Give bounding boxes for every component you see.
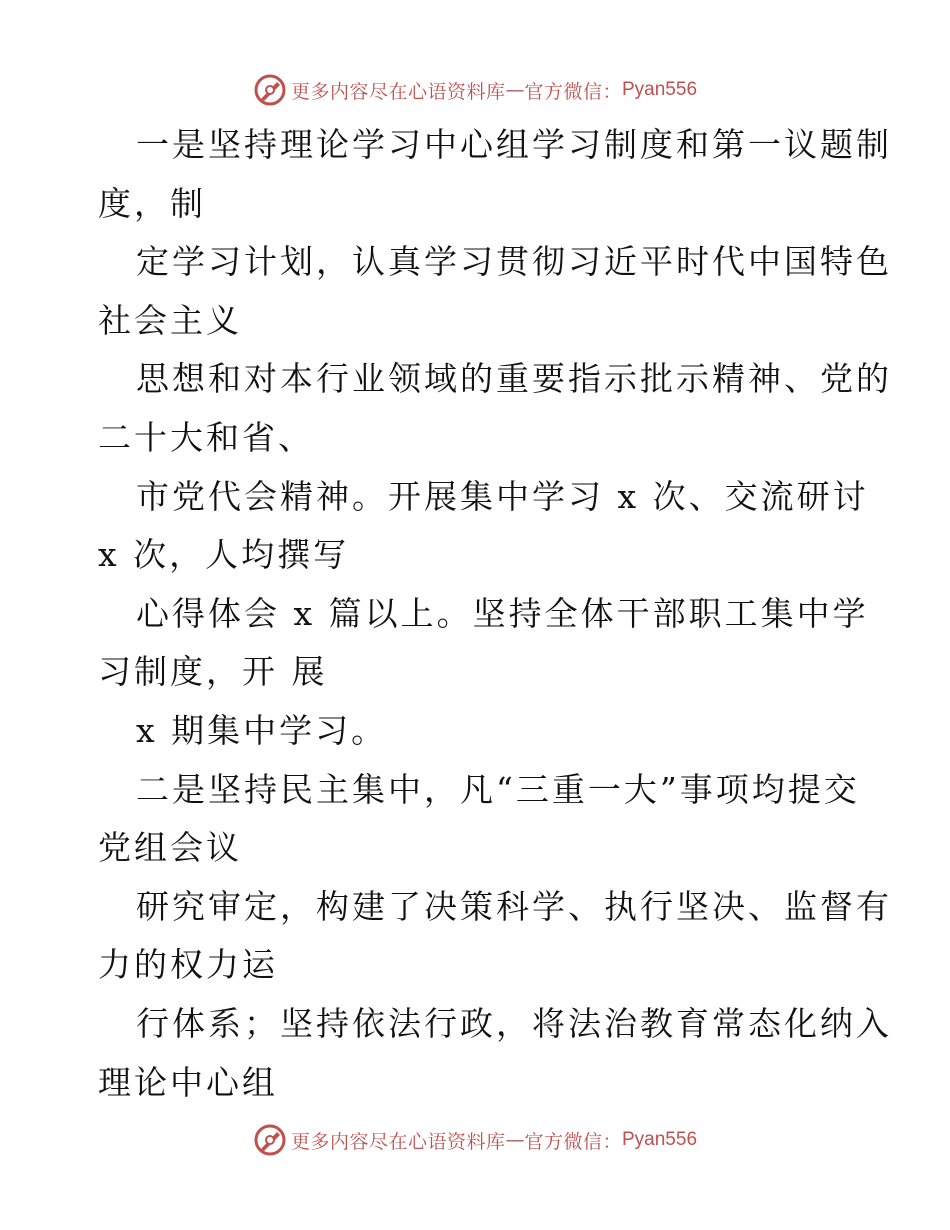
paragraph <box>98 350 892 467</box>
paragraph-line: 二十大和省、 <box>98 417 314 457</box>
paragraph-line: 心得体会 x 篇以上。坚持全体干部职工集中学 <box>136 593 869 633</box>
paragraph-line: x 期集中学习。 <box>136 710 388 750</box>
paragraph <box>98 878 892 995</box>
paragraph <box>98 116 892 233</box>
paragraph-line: 理论中心组 <box>98 1062 278 1102</box>
document-body <box>98 116 892 1112</box>
paragraph <box>98 233 892 350</box>
paragraph-line: 党组会议 <box>98 828 242 868</box>
paragraph-line: 市党代会精神。开展集中学习 x 次、交流研讨 <box>136 476 869 516</box>
paragraph-line: 二是坚持民主集中，凡“三重一大”事项均提交 <box>136 769 860 809</box>
paragraph <box>98 468 869 585</box>
paragraph-line: 行体系；坚持依法行政，将法治教育常态化纳入 <box>136 1003 892 1043</box>
watermark-text: 更多内容尽在心语资料库 <box>290 80 506 103</box>
watermark-dash: — <box>505 1129 525 1151</box>
paragraph-line: x 次，人均撰写 <box>98 535 350 575</box>
watermark-id: Pyan556 <box>622 1129 698 1150</box>
paragraph <box>98 585 869 702</box>
watermark-label: 官方微信： <box>524 1130 622 1153</box>
paragraph-line: 一是坚持理论学习中心组学习制度和第一议题制 <box>136 125 892 164</box>
paragraph-line: 定学习计划，认真学习贯彻习近平时代中国特色 <box>136 242 892 282</box>
paragraph-line: 度，制 <box>98 183 206 223</box>
watermark-dash: — <box>505 79 525 101</box>
paragraph-line: 思想和对本行业领域的重要指示批示精神、党的 <box>136 359 892 399</box>
pen-logo-icon <box>253 73 287 107</box>
paragraph <box>98 702 858 761</box>
watermark-label: 官方微信： <box>524 80 622 103</box>
watermark-text: 更多内容尽在心语资料库 <box>290 1130 506 1153</box>
paragraph-line: 力的权力运 <box>98 945 278 985</box>
pen-logo-icon <box>253 1123 287 1157</box>
watermark-id: Pyan556 <box>622 79 698 100</box>
paragraph-line: 习制度，开 展 <box>98 652 328 692</box>
paragraph-line: 研究审定，构建了决策科学、执行坚决、监督有 <box>136 886 892 926</box>
footer-watermark <box>0 1120 950 1160</box>
paragraph-line: 社会主义 <box>98 300 242 340</box>
header-watermark <box>0 70 950 110</box>
paragraph <box>98 761 858 878</box>
paragraph <box>98 995 892 1112</box>
